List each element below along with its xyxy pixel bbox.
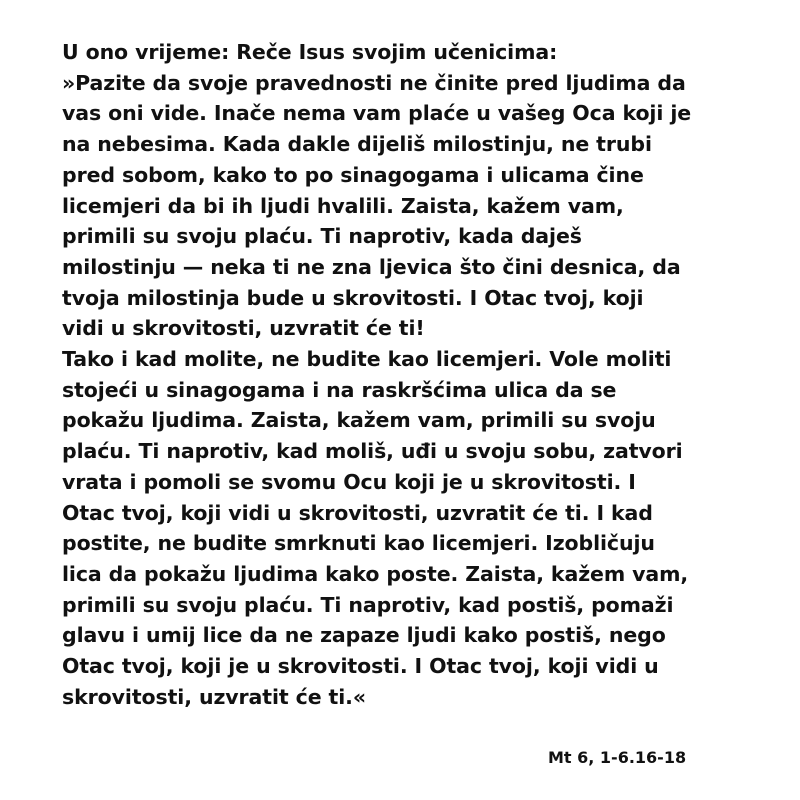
passage-line: vrata i pomoli se svomu Ocu koji je u skrovitosti. I	[62, 469, 636, 494]
passage-line: stojeći u sinagogama i na raskršćima ulica da se	[62, 377, 617, 402]
passage-line: Otac tvoj, koji je u skrovitosti. I Otac tvoj, koji vidi u	[62, 654, 659, 679]
passage-line: tvoja milostinja bude u skrovitosti. I Otac tvoj, koji	[62, 285, 644, 310]
passage-line: pred sobom, kako to po sinagogama i ulicama čine	[62, 162, 644, 187]
gospel-passage	[62, 37, 742, 712]
passage-line: lica da pokažu ljudima kako poste. Zaista, kažem vam,	[62, 561, 689, 586]
passage-line: primili su svoju plaću. Ti naprotiv, kad postiš, pomaži	[62, 592, 674, 617]
passage-line: skrovitosti, uzvratit će ti.«	[62, 684, 366, 709]
passage-line: licemjeri da bi ih ljudi hvalili. Zaista, kažem vam,	[62, 193, 624, 218]
passage-line: »Pazite da svoje pravednosti ne činite pred ljudima da	[62, 70, 686, 95]
passage-line: Tako i kad molite, ne budite kao licemjeri. Vole moliti	[62, 347, 672, 372]
passage-line: na nebesima. Kada dakle dijeliš milostinju, ne trubi	[62, 132, 652, 157]
passage-line: milostinju — neka ti ne zna ljevica što čini desnica, da	[62, 254, 681, 279]
passage-line: vas oni vide. Inače nema vam plaće u vašeg Oca koji je	[62, 101, 692, 126]
passage-line: glavu i umij lice da ne zapaze ljudi kako postiš, nego	[62, 623, 666, 648]
scripture-reference: Mt 6, 1-6.16-18	[548, 748, 687, 767]
passage-line: primili su svoju plaću. Ti naprotiv, kada daješ	[62, 224, 582, 249]
passage-line: plaću. Ti naprotiv, kad moliš, uđi u svoju sobu, zatvori	[62, 439, 683, 464]
passage-line: postite, ne budite smrknuti kao licemjeri. Izobličuju	[62, 531, 655, 556]
passage-line: U ono vrijeme: Reče Isus svojim učenicima:	[62, 40, 558, 64]
passage-line: Otac tvoj, koji vidi u skrovitosti, uzvratit će ti. I kad	[62, 500, 653, 525]
passage-line: vidi u skrovitosti, uzvratit će ti!	[62, 316, 425, 341]
passage-line: pokažu ljudima. Zaista, kažem vam, primili su svoju	[62, 408, 656, 433]
